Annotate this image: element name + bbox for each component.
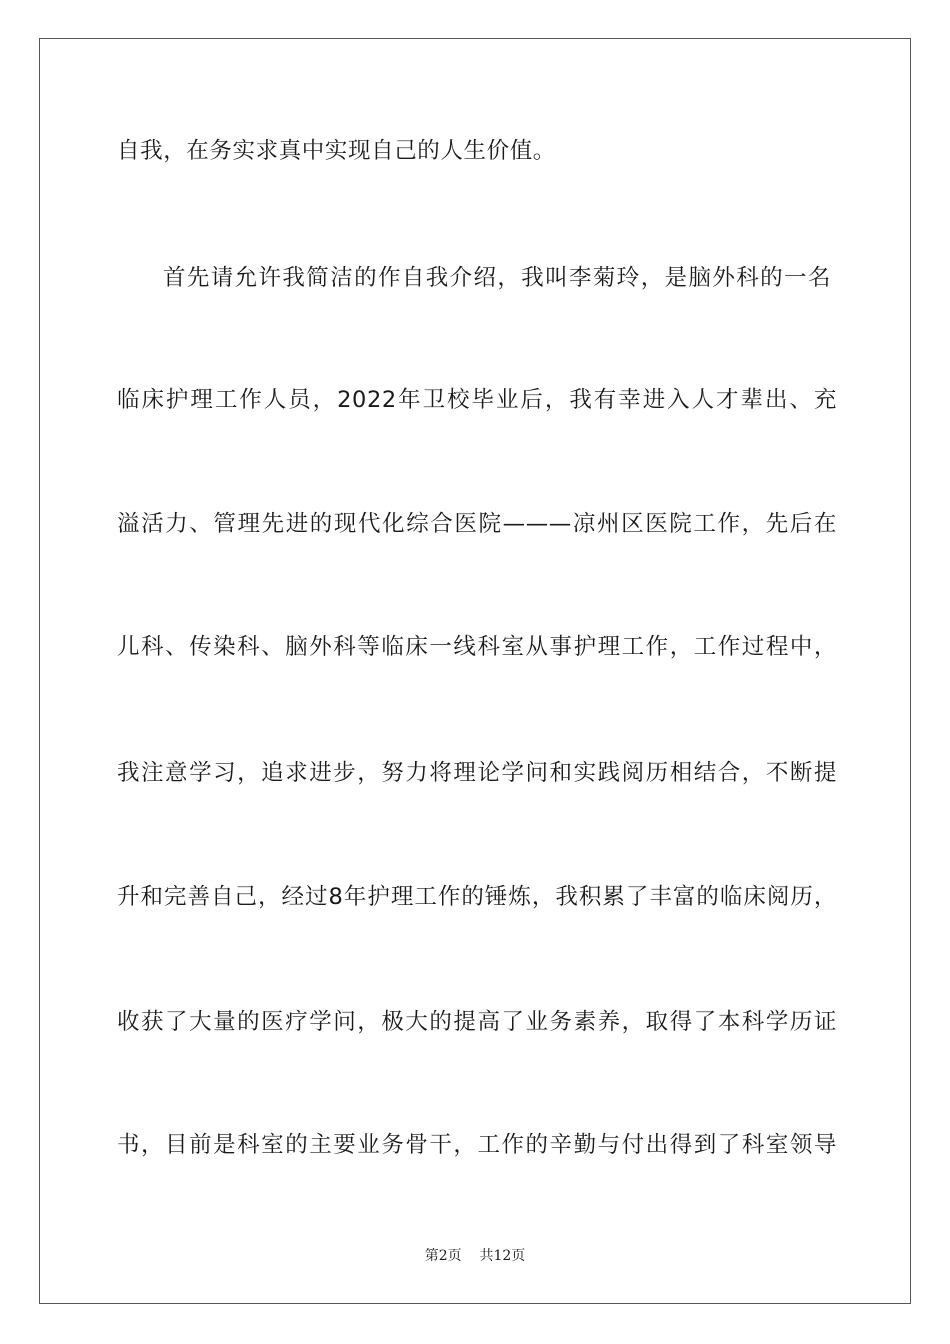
body-text-line: 临床护理工作人员，2022年卫校毕业后，我有幸进入人才辈出、充 bbox=[117, 387, 837, 413]
body-text-line: 溢活力、管理先进的现代化综合医院———凉州区医院工作，先后在 bbox=[117, 511, 837, 537]
body-text-line: 首先请允许我简洁的作自我介绍，我叫李菊玲，是脑外科的一名 bbox=[163, 265, 831, 291]
body-text-line: 升和完善自己，经过8年护理工作的锤炼，我积累了丰富的临床阅历， bbox=[117, 884, 837, 910]
page-border bbox=[39, 38, 911, 1304]
page-number-footer: 第2页 共12页 bbox=[424, 1248, 526, 1264]
body-text-line: 收获了大量的医疗学问，极大的提高了业务素养，取得了本科学历证 bbox=[117, 1009, 837, 1035]
body-text-line: 儿科、传染科、脑外科等临床一线科室从事护理工作，工作过程中， bbox=[117, 634, 837, 660]
body-text-line: 自我，在务实求真中实现自己的人生价值。 bbox=[117, 138, 556, 164]
body-text-line: 我注意学习，追求进步，努力将理论学问和实践阅历相结合，不断提 bbox=[117, 760, 837, 786]
body-text-line: 书，目前是科室的主要业务骨干，工作的辛勤与付出得到了科室领导 bbox=[117, 1132, 837, 1158]
